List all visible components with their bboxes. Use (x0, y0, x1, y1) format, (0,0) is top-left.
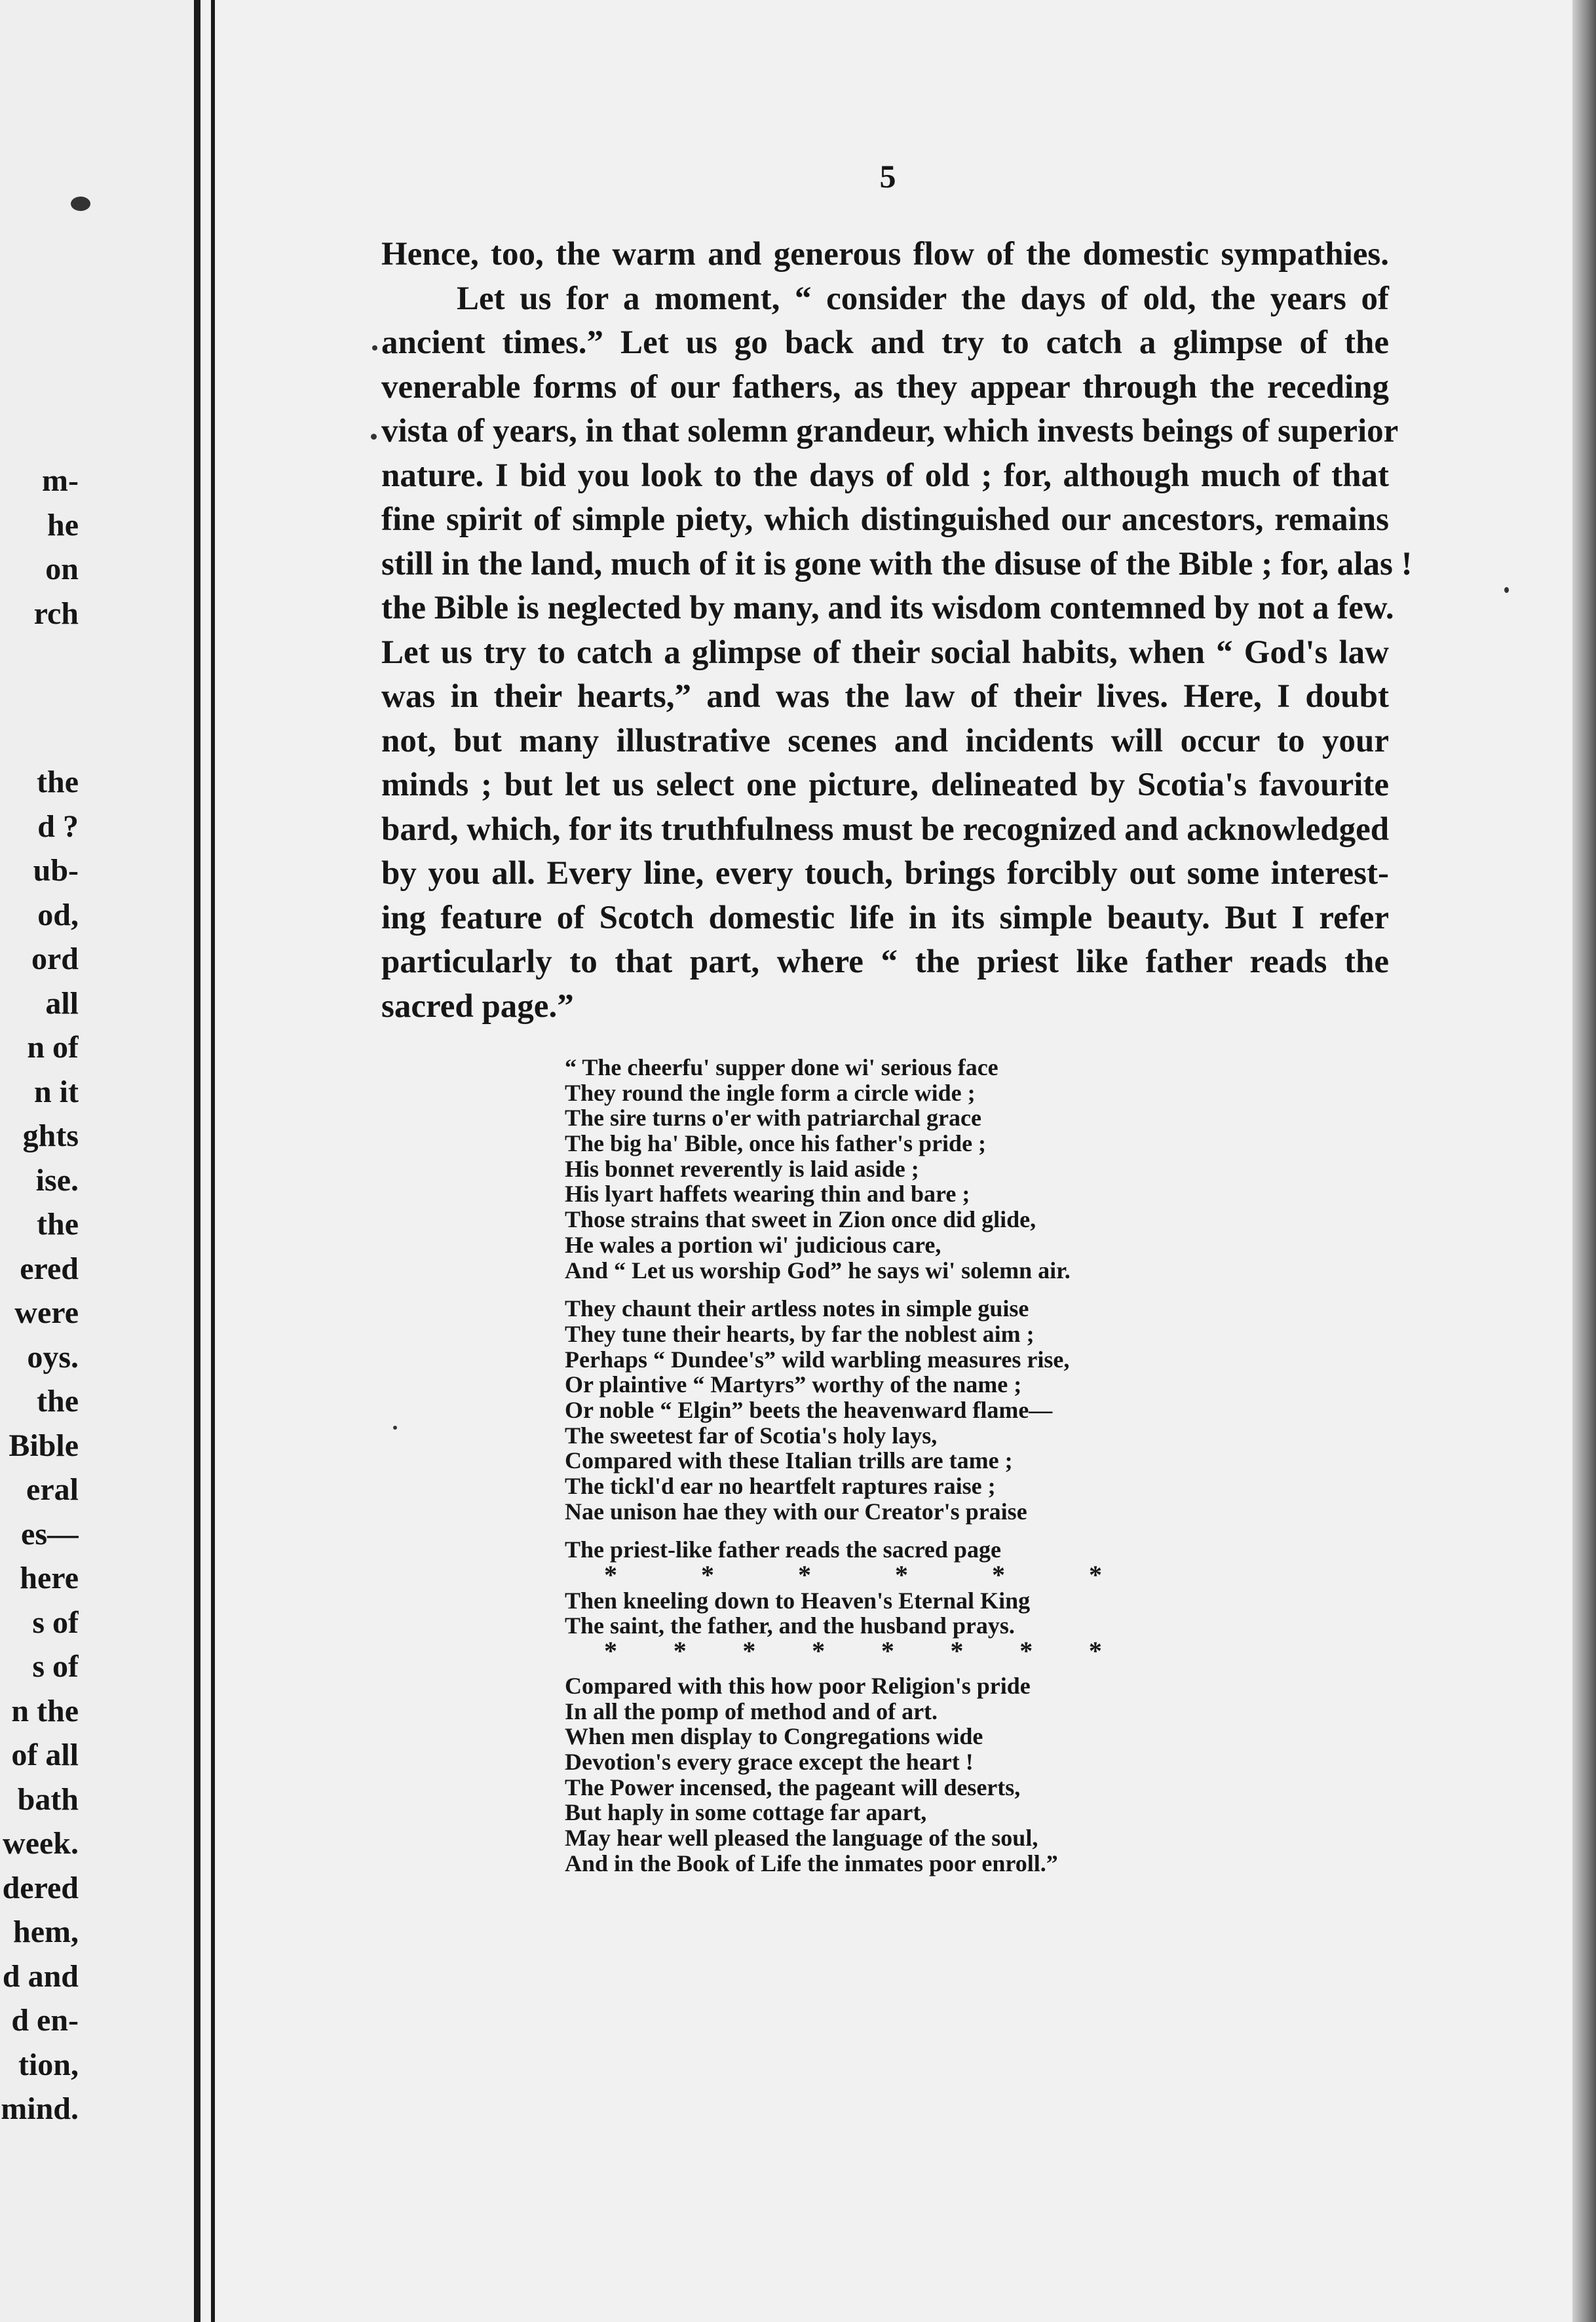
asterisk: * (1019, 1636, 1033, 1666)
asterisk: * (673, 1636, 687, 1666)
gutter-line-inner (211, 0, 215, 2322)
poem-line: But haply in some cottage far apart, (565, 1799, 927, 1826)
poem-stanza (565, 1296, 1253, 1524)
poem-line: Compared with this how poor Religion's pride (565, 1672, 1031, 1699)
poem-line: His bonnet reverently is laid aside ; (565, 1155, 919, 1182)
facing-fragment: the (37, 1384, 79, 1418)
text-line: minds ; but let us select one picture, delineated by Scotia's favourite (381, 767, 1389, 803)
facing-fragment: the (37, 1207, 79, 1242)
facing-fragment: he (47, 507, 79, 542)
facing-fragment: s of (32, 1605, 79, 1640)
facing-fragment: here (20, 1561, 79, 1595)
poem-line: Perhaps “ Dundee's” wild warbling measures rise, (565, 1346, 1070, 1373)
poem-stanza (565, 1673, 1253, 1876)
facing-fragment: eral (26, 1472, 79, 1507)
asterisk: * (895, 1560, 908, 1590)
facing-fragment: ghts (22, 1118, 79, 1153)
poem-line: May hear well pleased the language of the soul, (565, 1824, 1038, 1851)
poem-stanza (565, 1055, 1253, 1283)
facing-fragment: week. (3, 1826, 79, 1861)
poem-line: His lyart haffets wearing thin and bare ; (565, 1181, 970, 1208)
page-number: 5 (879, 158, 896, 195)
facing-fragment: n it (33, 1074, 79, 1109)
poem-line: The sweetest far of Scotia's holy lays, (565, 1422, 938, 1449)
poem-line: Nae unison hae they with our Creator's praise (565, 1498, 1027, 1525)
facing-fragment: bath (17, 1781, 79, 1817)
gutter-line (194, 0, 200, 2322)
facing-fragment: oys. (27, 1339, 79, 1375)
text-line: venerable forms of our fathers, as they appear through the receding (381, 368, 1389, 406)
text-line: Let us for a moment, “ consider the days of old, the years of (457, 280, 1389, 317)
poem-line: When men display to Congregations wide (565, 1723, 983, 1750)
poem-line: They tune their hearts, by far the noblest aim ; (565, 1320, 1035, 1347)
facing-fragment: n of (27, 1030, 79, 1065)
poem-line: Or noble “ Elgin” beets the heavenward flame— (565, 1396, 1053, 1423)
poem-line: In all the pomp of method and of art. (565, 1698, 938, 1724)
asterisk: * (798, 1560, 811, 1590)
ellipsis-asterisks (565, 1636, 1102, 1666)
poem-line: Then kneeling down to Heaven's Eternal King (565, 1587, 1031, 1614)
text-line: ancient times.” Let us go back and try to catch a glimpse of the (381, 324, 1389, 361)
asterisk: * (1088, 1636, 1102, 1666)
facing-fragment: ub- (33, 853, 79, 888)
text-line: was in their hearts,” and was the law of their lives. Here, I doubt (381, 678, 1389, 715)
facing-page-text (0, 459, 79, 636)
poem-line: Compared with these Italian trills are tame ; (565, 1447, 1013, 1474)
text-line: sacred page.” (381, 987, 574, 1025)
facing-fragment: tion, (18, 2047, 79, 2082)
facing-fragment: ered (20, 1251, 79, 1286)
poem-line: And “ Let us worship God” he says wi' solemn air. (565, 1257, 1071, 1284)
facing-fragment: of all (11, 1738, 79, 1772)
poem-line: The priest-like father reads the sacred page (565, 1536, 1001, 1563)
ink-speck (393, 1426, 397, 1430)
facing-fragment: d ? (37, 809, 79, 844)
poem-line: “ The cheerfu' supper done wi' serious face (565, 1054, 998, 1080)
asterisk: * (992, 1560, 1005, 1590)
poem-line: The tickl'd ear no heartfelt raptures raise ; (565, 1473, 996, 1499)
poem-line: Those strains that sweet in Zion once did glide, (565, 1206, 1036, 1233)
facing-page-text-lower (0, 760, 79, 2131)
poem-line: Or plaintive “ Martyrs” worthy of the name ; (565, 1371, 1022, 1398)
facing-fragment: on (45, 552, 79, 586)
facing-page (0, 0, 197, 2322)
facing-fragment: m- (42, 463, 79, 498)
text-line: particularly to that part, where “ the priest like father reads the (381, 943, 1389, 980)
poem-quotation (565, 1055, 1253, 1889)
text-line: bard, which, for its truthfulness must be recognized and acknowledged (381, 810, 1390, 848)
asterisk: * (881, 1636, 894, 1666)
asterisk: * (604, 1636, 617, 1666)
text-line: ing feature of Scotch domestic life in its simple beauty. But I refer (381, 899, 1389, 936)
text-line: by you all. Every line, every touch, brings forcibly out some interest- (381, 855, 1389, 892)
asterisk: * (604, 1560, 617, 1590)
text-line: not, but many illustrative scenes and incidents will occur to your (381, 722, 1389, 759)
facing-fragment: ise. (35, 1162, 79, 1198)
facing-fragment: es— (21, 1516, 79, 1551)
text-line: the Bible is neglected by many, and its wisdom contemned by not a few. (381, 590, 1394, 626)
poem-line: They round the ingle form a circle wide ; (565, 1079, 976, 1106)
facing-fragment: hem, (13, 1914, 79, 1949)
asterisk: * (1089, 1560, 1102, 1590)
ink-speck (71, 197, 90, 211)
poem-line: The Power incensed, the pageant will deserts, (565, 1774, 1021, 1800)
facing-fragment: were (14, 1295, 79, 1330)
asterisk: * (701, 1560, 714, 1590)
page-edge-shadow (1572, 0, 1596, 2322)
facing-fragment: s of (32, 1649, 79, 1684)
poem-line: And in the Book of Life the inmates poor enroll.” (565, 1850, 1058, 1876)
poem-line: He wales a portion wi' judicious care, (565, 1231, 941, 1258)
asterisk: * (812, 1636, 826, 1666)
text-line: fine spirit of simple piety, which distinguished our ancestors, remains (381, 501, 1389, 538)
facing-fragment: d en- (11, 2003, 79, 2038)
poem-line: Devotion's every grace except the heart ! (565, 1748, 974, 1775)
poem-stanza (565, 1537, 1253, 1664)
facing-fragment: n the (11, 1693, 79, 1728)
facing-fragment: dered (2, 1870, 79, 1905)
facing-fragment: rch (33, 596, 79, 631)
facing-fragment: ord (31, 942, 79, 976)
poem-line: The sire turns o'er with patriarchal grace (565, 1105, 981, 1132)
facing-fragment: od, (37, 897, 79, 932)
text-line: still in the land, much of it is gone with the disuse of the Bible ; for, alas ! (381, 545, 1413, 582)
poem-line: The big ha' Bible, once his father's pride ; (565, 1130, 987, 1157)
text-line: Hence, too, the warm and generous flow of the domestic sympathies. (381, 236, 1389, 273)
asterisk: * (950, 1636, 964, 1666)
facing-fragment: d and (2, 1958, 79, 1994)
text-line: nature. I bid you look to the days of old ; for, although much of that (381, 457, 1389, 494)
facing-fragment: the (37, 765, 79, 799)
ellipsis-asterisks (565, 1560, 1102, 1590)
text-line: vista of years, in that solemn grandeur, which invests beings of superior (381, 413, 1399, 449)
facing-fragment: Bible (9, 1428, 79, 1463)
text-line: Let us try to catch a glimpse of their social habits, when “ God's law (381, 634, 1389, 671)
ink-speck (372, 345, 377, 351)
poem-line: The saint, the father, and the husband prays. (565, 1612, 1015, 1639)
ink-speck (1504, 587, 1509, 593)
poem-line: They chaunt their artless notes in simple guise (565, 1295, 1029, 1322)
facing-fragment: mind. (1, 2091, 79, 2126)
facing-fragment: all (45, 985, 79, 1021)
body-text (381, 233, 1413, 1029)
ink-speck (371, 434, 377, 440)
asterisk: * (742, 1636, 756, 1666)
